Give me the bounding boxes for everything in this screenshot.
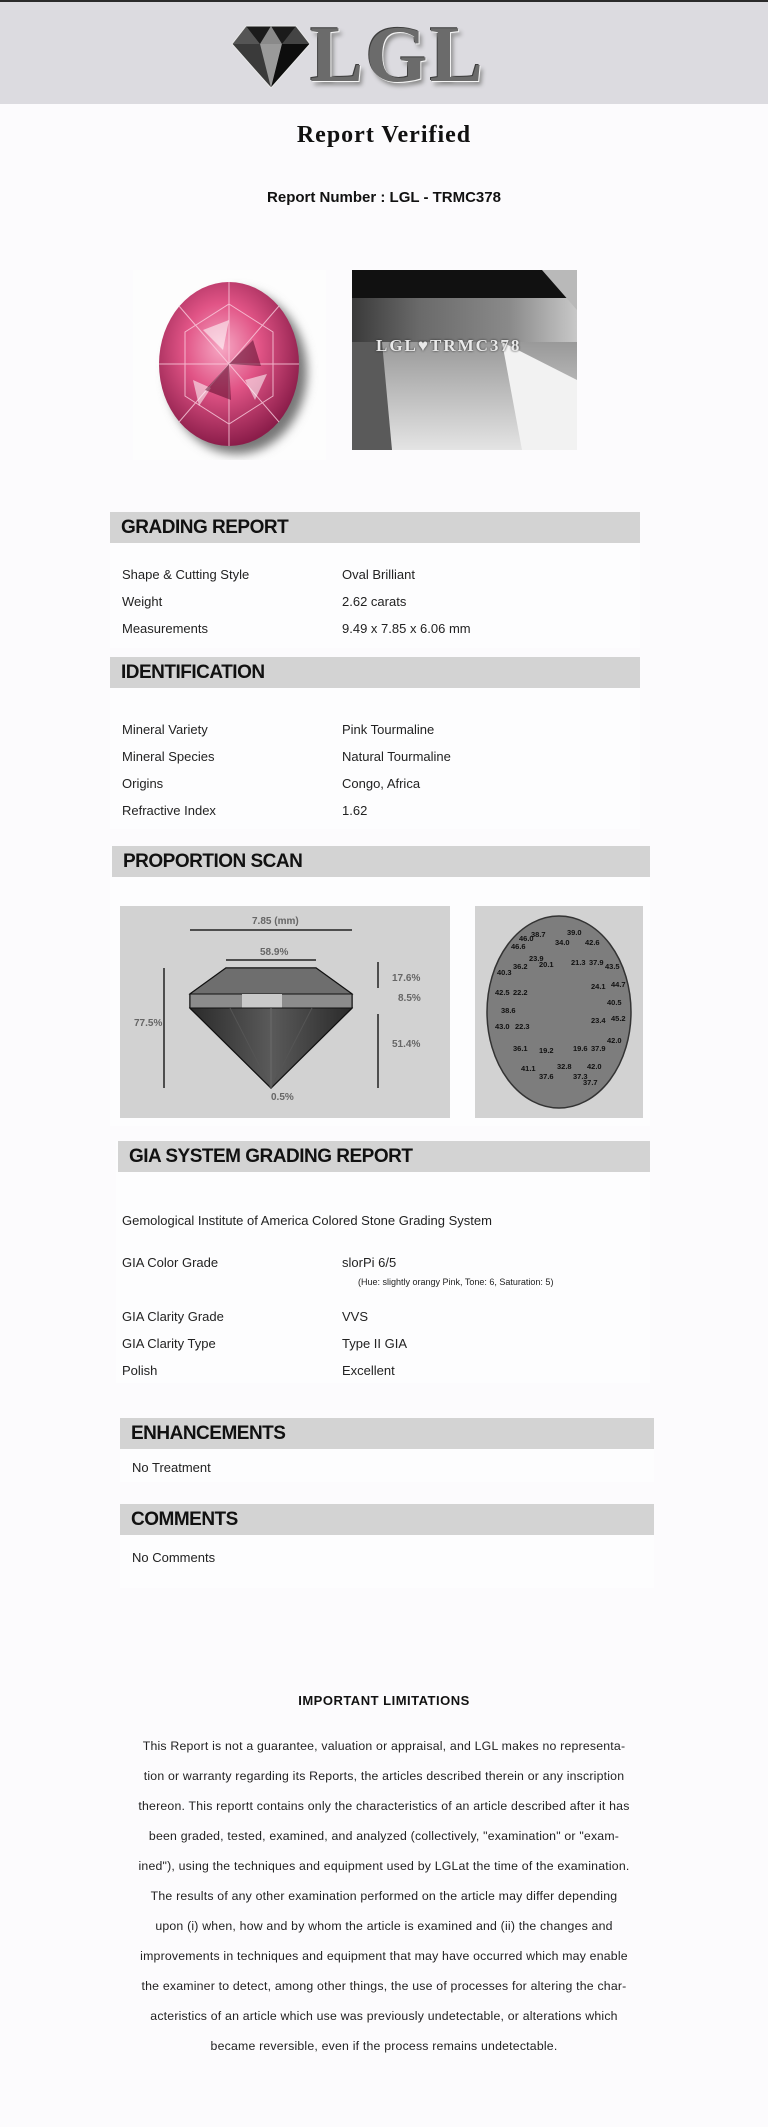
row-weight [122, 588, 622, 615]
limitations-line: upon (i) when, how and by whom the article is examined and (ii) the changes and [155, 1919, 613, 1933]
gia-section [116, 1141, 650, 1383]
profile-diagram [120, 906, 450, 1118]
limitations-line: thereon. This reportt contains only the characteristics of an article described after it has [138, 1799, 630, 1813]
proportion-scan-heading: PROPORTION SCAN [112, 846, 650, 877]
outline-value: 46.6 [511, 942, 526, 951]
logo-text: LGL [310, 11, 485, 99]
row-gia-clarity-grade [122, 1303, 642, 1330]
limitations-line: The results of any other examination performed on the article may differ depending [150, 1889, 618, 1903]
outline-value: 38.7 [531, 930, 546, 939]
outline-value: 43.5 [605, 962, 620, 971]
outline-value: 24.1 [591, 982, 606, 991]
grading-report-section [110, 512, 640, 648]
page-title: Report Verified [296, 122, 472, 148]
outline-value: 23.9 [529, 954, 544, 963]
comments-heading: COMMENTS [120, 1504, 654, 1535]
crown-height-label: 17.6% [392, 973, 421, 984]
value-shape: Oval Brilliant [342, 567, 415, 582]
outline-diagram [475, 906, 643, 1118]
outline-value: 37.7 [583, 1078, 598, 1087]
outline-value: 37.9 [591, 1044, 606, 1053]
gia-color-note: (Hue: slightly orangy Pink, Tone: 6, Saturation: 5) [358, 1277, 554, 1287]
outline-value: 22.3 [515, 1022, 530, 1031]
outline-value: 42.0 [587, 1062, 602, 1071]
value-mineral-species: Natural Tourmaline [342, 749, 451, 764]
outline-value: 37.6 [539, 1072, 554, 1081]
outline-value: 37.3 [573, 1072, 588, 1081]
outline-value: 42.5 [495, 988, 510, 997]
width-label: 7.85 (mm) [252, 916, 299, 927]
label-polish: Polish [122, 1363, 158, 1378]
comments-text: No Comments [132, 1550, 216, 1565]
label-mineral-species: Mineral Species [122, 749, 215, 764]
outline-value: 20.1 [539, 960, 554, 969]
gemstone-photo [133, 270, 326, 460]
outline-value: 43.0 [495, 1022, 510, 1031]
limitations-line: the examiner to detect, among other things, the use of processes for altering the char- [141, 1979, 627, 1993]
identification-section [110, 657, 640, 829]
value-measurements: 9.49 x 7.85 x 6.06 mm [342, 621, 471, 636]
enhancements-text: No Treatment [132, 1460, 211, 1475]
row-mineral-variety [122, 716, 622, 743]
label-origins: Origins [122, 776, 164, 791]
pavilion-depth-label: 51.4% [392, 1039, 421, 1050]
row-gia-color [122, 1249, 642, 1276]
label-measurements: Measurements [122, 621, 208, 636]
label-gia-clarity-type: GIA Clarity Type [122, 1336, 216, 1351]
laser-inscription-photo [352, 270, 577, 450]
comments-section [120, 1504, 654, 1588]
value-mineral-variety: Pink Tourmaline [342, 722, 435, 737]
value-gia-color: slorPi 6/5 [342, 1255, 397, 1270]
outline-value: 42.0 [607, 1036, 622, 1045]
gia-heading: GIA SYSTEM GRADING REPORT [118, 1141, 650, 1172]
outline-value: 19.6 [573, 1044, 588, 1053]
enhancements-heading: ENHANCEMENTS [120, 1418, 654, 1449]
row-refractive-index [122, 797, 622, 824]
outline-value: 40.3 [497, 968, 512, 977]
outline-values [475, 906, 643, 1118]
outline-value: 23.4 [591, 1016, 606, 1025]
enhancements-section [120, 1418, 654, 1482]
limitations-heading: IMPORTANT LIMITATIONS [298, 1693, 470, 1708]
value-weight: 2.62 carats [342, 594, 407, 609]
limitations-line: This Report is not a guarantee, valuation or appraisal, and LGL makes no representa- [142, 1739, 626, 1753]
total-depth-label: 77.5% [134, 1018, 163, 1029]
row-polish [122, 1357, 642, 1384]
row-origins [122, 770, 622, 797]
girdle-label: 8.5% [398, 993, 421, 1004]
outline-value: 44.7 [611, 980, 626, 989]
outline-value: 22.2 [513, 988, 528, 997]
limitations-line: been graded, tested, examined, and analyzed (collectively, "examination" or "exam- [148, 1829, 620, 1843]
identification-heading: IDENTIFICATION [110, 657, 640, 688]
row-shape [122, 561, 622, 588]
value-gia-clarity-grade: VVS [342, 1309, 369, 1324]
outline-value: 32.8 [557, 1062, 572, 1071]
inscription-text: LGL♥TRMC378 [376, 336, 522, 355]
limitations-line: acteristics of an article which use was previously undetectable, or alterations which [150, 2009, 618, 2023]
value-refractive-index: 1.62 [342, 803, 368, 818]
value-origins: Congo, Africa [342, 776, 421, 791]
lgl-logo [230, 12, 490, 98]
outline-value: 42.6 [585, 938, 600, 947]
row-measurements [122, 615, 622, 642]
culet-label: 0.5% [271, 1092, 294, 1103]
row-mineral-species [122, 743, 622, 770]
outline-value: 38.6 [501, 1006, 516, 1015]
label-mineral-variety: Mineral Variety [122, 722, 208, 737]
limitations-text [114, 1731, 654, 2061]
outline-value: 36.2 [513, 962, 528, 971]
outline-value: 19.2 [539, 1046, 554, 1055]
outline-value: 37.9 [589, 958, 604, 967]
grading-report-heading: GRADING REPORT [110, 512, 640, 543]
label-refractive-index: Refractive Index [122, 803, 216, 818]
label-weight: Weight [122, 594, 163, 609]
identification-rows [122, 716, 622, 824]
label-gia-clarity-grade: GIA Clarity Grade [122, 1309, 224, 1324]
limitations-line: ined"), using the techniques and equipment used by LGLat the time of the examination. [138, 1859, 630, 1873]
gia-system-name: Gemological Institute of America Colored Stone Grading System [122, 1213, 492, 1228]
outline-value: 40.5 [607, 998, 622, 1007]
diamond-icon [230, 22, 312, 92]
outline-value: 36.1 [513, 1044, 528, 1053]
limitations-line: improvements in techniques and equipment that may have occurred which may enable [140, 1949, 628, 1963]
limitations-line: tion or warranty regarding its Reports, the articles described therein or any inscription [143, 1769, 625, 1783]
table-label: 58.9% [260, 947, 289, 958]
value-polish: Excellent [342, 1363, 395, 1378]
outline-value: 45.2 [611, 1014, 626, 1023]
row-gia-clarity-type [122, 1330, 642, 1357]
report-number: Report Number : LGL - TRMC378 [267, 189, 501, 206]
outline-value: 34.0 [555, 938, 570, 947]
outline-value: 21.3 [571, 958, 586, 967]
grading-report-rows [122, 561, 622, 642]
value-gia-clarity-type: Type II GIA [342, 1336, 408, 1351]
label-shape: Shape & Cutting Style [122, 567, 250, 582]
header-banner [0, 2, 768, 104]
outline-value: 41.1 [521, 1064, 536, 1073]
label-gia-color: GIA Color Grade [122, 1255, 219, 1270]
limitations-line: became reversible, even if the process remains undetectable. [210, 2039, 558, 2053]
outline-value: 46.0 [519, 934, 534, 943]
outline-value: 39.0 [567, 928, 582, 937]
